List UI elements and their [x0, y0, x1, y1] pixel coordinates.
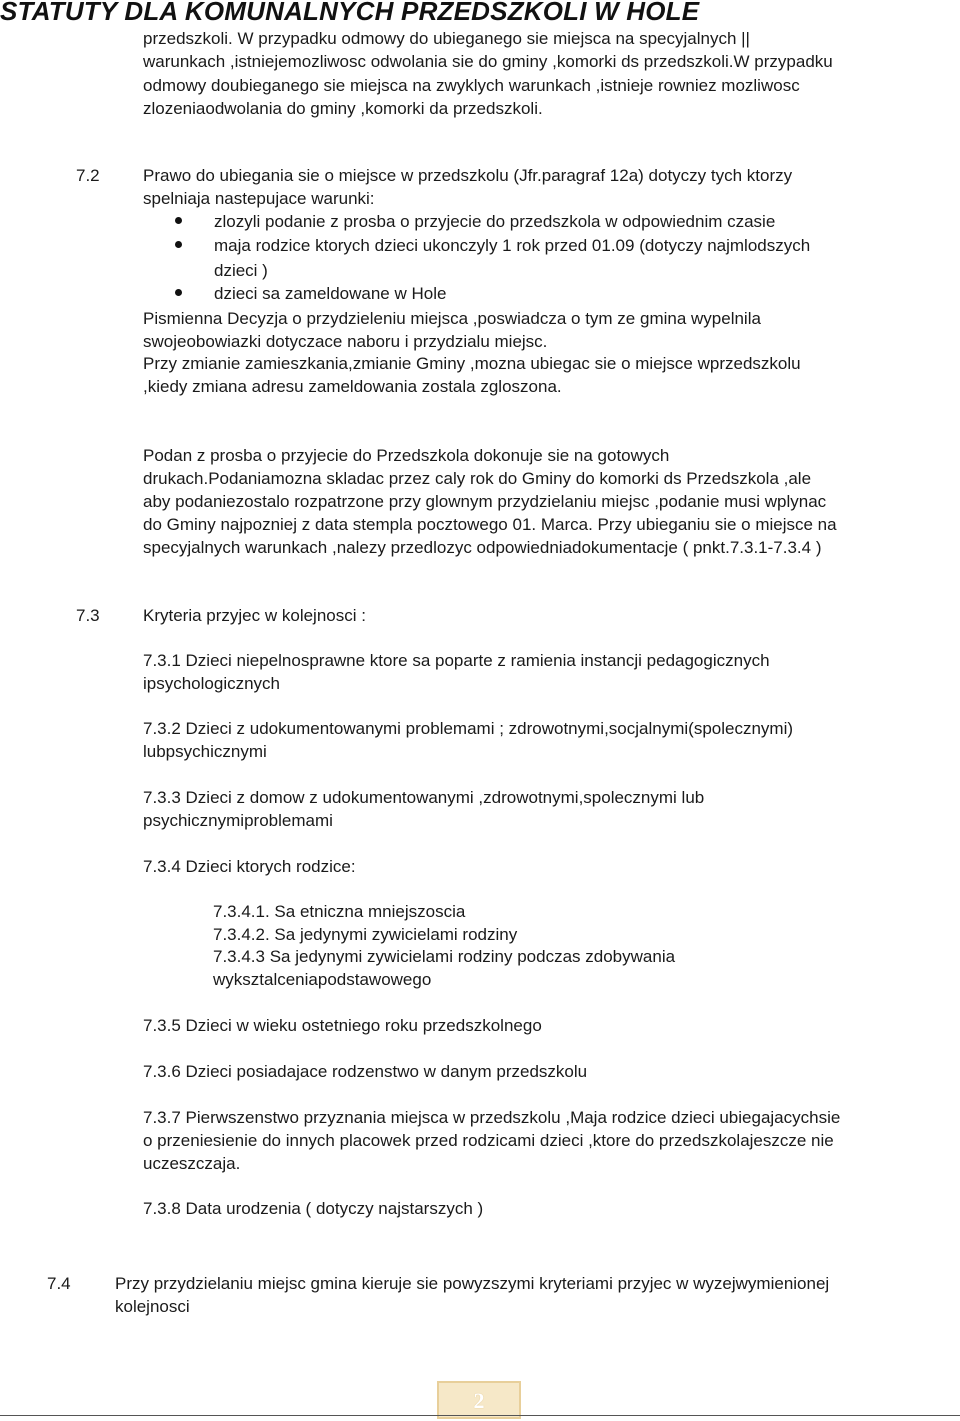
- paragraph-line: Podan z prosba o przyjecie do Przedszkola dokonuje sie na gotowych: [143, 446, 670, 465]
- criterion-line: 7.3.2 Dzieci z udokumentowanymi problemami ; zdrowotnymi,socjalnymi(spolecznymi): [143, 719, 794, 738]
- section-number: 7.2: [76, 166, 100, 185]
- criterion-line: o przeniesienie do innych placowek przed rodzicami dzieci ,ktore do przedszkolajeszcze nie: [143, 1131, 834, 1150]
- paragraph-line: specyjalnych warunkach ,nalezy przedlozyc odpowiedniadokumentacje ( pnkt.7.3.1-7.3.4 ): [143, 538, 822, 557]
- criterion-line: 7.3.1 Dzieci niepelnosprawne ktore sa poparte z ramienia instancji pedagogicznych: [143, 651, 770, 670]
- section-number: 7.4: [47, 1274, 71, 1293]
- criterion-line: psychicznymiproblemami: [143, 811, 333, 830]
- section-text: kolejnosci: [115, 1297, 190, 1316]
- section-heading: Kryteria przyjec w kolejnosci :: [143, 606, 366, 625]
- section-heading: Prawo do ubiegania sie o miejsce w przedszkolu (Jfr.paragraf 12a) dotyczy tych ktorzy: [143, 166, 793, 185]
- document-title: STATUTY DLA KOMUNALNYCH PRZEDSZKOLI W HOLE: [0, 0, 700, 26]
- bullet-icon: [175, 217, 182, 224]
- paragraph-line: drukach.Podaniamozna skladac przez caly rok do Gminy do komorki ds Przedszkola ,ale: [143, 469, 812, 488]
- sub-criterion: wyksztalceniapodstawowego: [213, 970, 432, 989]
- intro-line: warunkach ,istniejemozliwosc odwolania sie do gminy ,komorki ds przedszkoli.W przypadku: [143, 52, 833, 71]
- sub-criterion: 7.3.4.1. Sa etniczna mniejszoscia: [213, 902, 466, 921]
- section-text: spelniaja nastepujace warunki:: [143, 189, 375, 208]
- criterion-line: lubpsychicznymi: [143, 742, 267, 761]
- intro-line: przedszkoli. W przypadku odmowy do ubieganego sie miejsca na specyjalnych ||: [143, 29, 750, 48]
- sub-criterion: 7.3.4.3 Sa jedynymi zywicielami rodziny podczas zdobywania: [213, 947, 676, 966]
- criterion-line: 7.3.4 Dzieci ktorych rodzice:: [143, 857, 356, 876]
- paragraph-line: do Gminy najpozniej z data stempla pocztowego 01. Marca. Przy ubieganiu sie o miejsce na: [143, 515, 837, 534]
- intro-line: zlozeniaodwolania do gminy ,komorki da przedszkoli.: [143, 99, 543, 118]
- list-item: zlozyli podanie z prosba o przyjecie do przedszkola w odpowiednim czasie: [214, 212, 776, 231]
- bullet-icon: [175, 241, 182, 248]
- list-item: maja rodzice ktorych dzieci ukonczyly 1 rok przed 01.09 (dotyczy najmlodszych: [214, 236, 811, 255]
- intro-line: odmowy doubieganego sie miejsca na zwyklych warunkach ,istnieje rowniez mozliwosc: [143, 76, 800, 95]
- criterion-line: 7.3.7 Pierwszenstwo przyznania miejsca w przedszkolu ,Maja rodzice dzieci ubiegajacychsie: [143, 1108, 841, 1127]
- footer-divider: [0, 1415, 960, 1416]
- criterion-line: 7.3.5 Dzieci w wieku ostetniego roku przedszkolnego: [143, 1016, 542, 1035]
- criterion-line: 7.3.3 Dzieci z domow z udokumentowanymi ,zdrowotnymi,spolecznymi lub: [143, 788, 705, 807]
- criterion-line: 7.3.8 Data urodzenia ( dotyczy najstarszych ): [143, 1199, 484, 1218]
- bullet-icon: [175, 289, 182, 296]
- criterion-line: uczeszczaja.: [143, 1154, 241, 1173]
- paragraph-line: Przy zmianie zamieszkania,zmianie Gminy ,mozna ubiegac sie o miejsce wprzedszkolu: [143, 354, 801, 373]
- criterion-line: 7.3.6 Dzieci posiadajace rodzenstwo w danym przedszkolu: [143, 1062, 588, 1081]
- list-item: dzieci sa zameldowane w Hole: [214, 284, 447, 303]
- paragraph-line: Pismienna Decyzja o przydzieleniu miejsca ,poswiadcza o tym ze gmina wypelnila: [143, 309, 761, 328]
- paragraph-line: ,kiedy zmiana adresu zameldowania zostala zgloszona.: [143, 377, 562, 396]
- paragraph-line: aby podaniezostalo rozpatrzone przy glownym przydzielaniu miejsc ,podanie musi wplynac: [143, 492, 827, 511]
- criterion-line: ipsychologicznych: [143, 674, 281, 693]
- sub-criterion: 7.3.4.2. Sa jedynymi zywicielami rodziny: [213, 925, 518, 944]
- section-text: Przy przydzielaniu miejsc gmina kieruje sie powyzszymi kryteriami przyjec w wyzejwymienionej: [115, 1274, 830, 1293]
- list-item-continuation: dzieci ): [214, 261, 268, 280]
- page-number: 2: [473, 1387, 485, 1413]
- section-number: 7.3: [76, 606, 100, 625]
- paragraph-line: swojeobowiazki dotyczace naboru i przydzialu miejsc.: [143, 332, 548, 351]
- page-number-box: [437, 1381, 521, 1419]
